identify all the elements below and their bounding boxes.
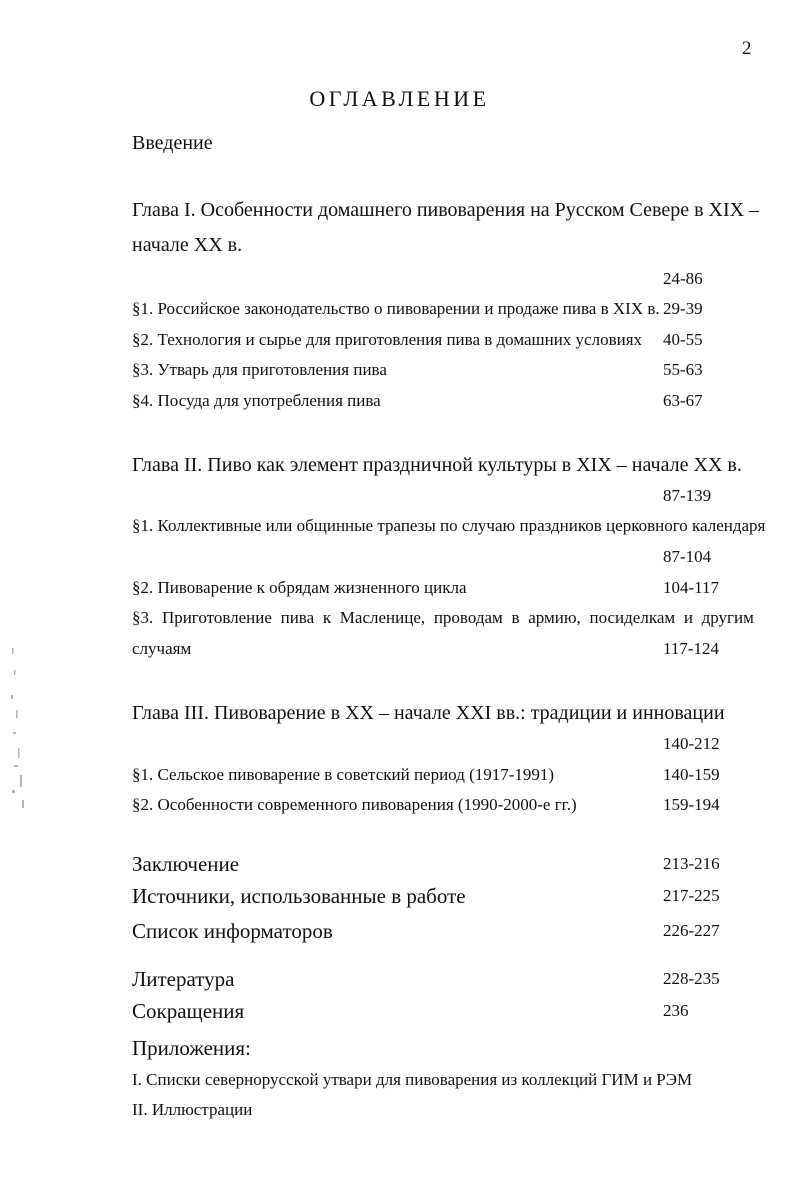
chapter3-section1-pages: 140-159: [663, 765, 720, 784]
toc-introduction: Введение: [132, 132, 213, 154]
chapter1-title-line1: Глава I. Особенности домашнего пивоварения на Русском Севере в XIX –: [132, 199, 760, 221]
word: другим: [701, 608, 754, 627]
chapter3-title: Глава III. Пивоварение в XX – начале XXI вв.: традиции и инновации: [132, 702, 725, 724]
word: проводам: [433, 608, 503, 627]
toc-informants-pages: 226-227: [663, 921, 720, 940]
chapter1-section2: §2. Технология и сырье для приготовления пива в домашних условиях: [132, 330, 643, 349]
toc-appendix-1: I. Списки севернорусской утвари для пивоварения из коллекций ГИМ и РЭМ: [132, 1070, 693, 1089]
word: Масленице,: [339, 608, 426, 627]
word: армию,: [528, 608, 581, 627]
chapter1-section1: §1. Российское законодательство о пивоварении и продаже пива в XIX в.: [132, 299, 660, 318]
chapter1-section3: §3. Утварь для приготовления пива: [132, 360, 387, 379]
toc-sources-pages: 217-225: [663, 886, 720, 905]
chapter2-section2: §2. Пивоварение к обрядам жизненного цикла: [132, 578, 467, 597]
word: в: [511, 608, 520, 627]
page-number: 2: [742, 38, 752, 59]
chapter2-title: Глава II. Пиво как элемент праздничной культуры в XIX – начале XX в.: [132, 454, 742, 476]
scan-artifact: [2, 640, 32, 820]
toc-appendix-2: II. Иллюстрации: [132, 1100, 253, 1119]
chapter1-section4-pages: 63-67: [663, 391, 703, 410]
chapter2-section3-line1: [132, 608, 754, 628]
toc-sources: Источники, использованные в работе: [132, 884, 466, 908]
chapter1-pages: 24-86: [663, 269, 703, 288]
toc-literature: Литература: [132, 967, 235, 991]
toc-conclusion: Заключение: [132, 852, 240, 876]
word: и: [683, 608, 693, 627]
toc-abbreviations-pages: 236: [663, 1001, 689, 1020]
chapter2-section3-pages: 117-124: [663, 639, 720, 658]
chapter3-section1: §1. Сельское пивоварение в советский период (1917-1991): [132, 765, 555, 784]
chapter3-section2: §2. Особенности современного пивоварения (1990-2000-е гг.): [132, 795, 577, 814]
chapter1-section2-pages: 40-55: [663, 330, 703, 349]
toc-conclusion-pages: 213-216: [663, 854, 720, 873]
toc-appendices-title: Приложения:: [132, 1036, 251, 1060]
chapter1-title-line2: начале XX в.: [132, 234, 243, 256]
toc-literature-pages: 228-235: [663, 969, 720, 988]
page-title: ОГЛАВЛЕНИЕ: [309, 86, 490, 111]
word: посиделкам: [589, 608, 676, 627]
chapter1-section1-pages: 29-39: [663, 299, 703, 318]
chapter2-section1: §1. Коллективные или общинные трапезы по случаю праздников церковного календаря: [132, 516, 766, 535]
word: пива: [280, 608, 315, 627]
chapter2-section2-pages: 104-117: [663, 578, 720, 597]
chapter2-section3-line2: случаям: [132, 639, 192, 658]
chapter1-section4: §4. Посуда для употребления пива: [132, 391, 381, 410]
chapter3-section2-pages: 159-194: [663, 795, 720, 814]
chapter2-pages: 87-139: [663, 486, 712, 505]
chapter2-section1-pages: 87-104: [663, 547, 712, 566]
chapter1-section3-pages: 55-63: [663, 360, 703, 379]
toc-abbreviations: Сокращения: [132, 999, 245, 1023]
word: Приготовление: [161, 608, 272, 627]
word: §3.: [132, 608, 154, 627]
word: к: [322, 608, 332, 627]
chapter3-pages: 140-212: [663, 734, 720, 753]
toc-informants: Список информаторов: [132, 919, 333, 943]
